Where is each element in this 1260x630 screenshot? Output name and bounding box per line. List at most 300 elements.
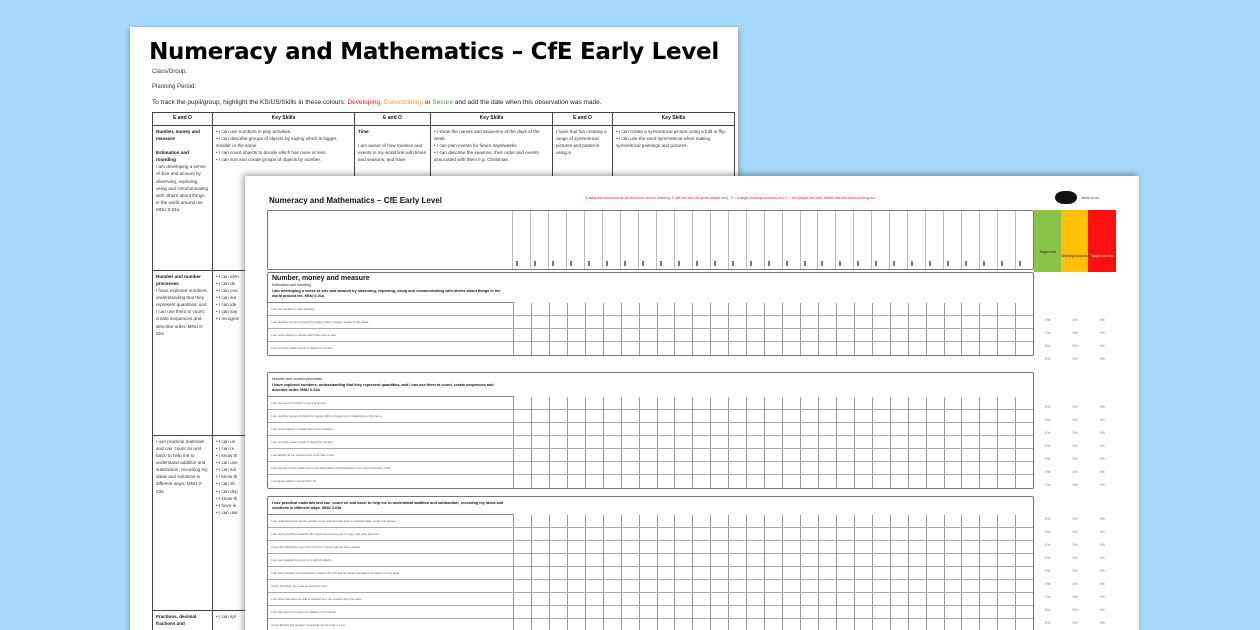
assessment-cell[interactable] <box>692 580 710 592</box>
assessment-cell[interactable] <box>728 606 746 618</box>
assessment-cell[interactable] <box>872 580 890 592</box>
assessment-cell[interactable] <box>746 515 764 527</box>
assessment-cell[interactable] <box>746 619 764 630</box>
assessment-cell[interactable] <box>854 580 872 592</box>
assessment-cell[interactable] <box>639 475 657 488</box>
assessment-cell[interactable] <box>531 528 549 540</box>
assessment-cell[interactable] <box>854 410 872 422</box>
assessment-cell[interactable] <box>818 436 836 448</box>
assessment-cell[interactable] <box>854 303 872 315</box>
assessment-cell[interactable] <box>657 541 675 553</box>
assessment-cell[interactable] <box>979 423 997 435</box>
assessment-cell[interactable] <box>728 410 746 422</box>
assessment-cell[interactable] <box>728 528 746 540</box>
assessment-cell[interactable] <box>728 554 746 566</box>
assessment-cell[interactable] <box>836 342 854 355</box>
assessment-cell[interactable] <box>513 475 531 488</box>
assessment-cell[interactable] <box>1015 606 1033 618</box>
pupil-name-cell[interactable] <box>871 211 889 269</box>
assessment-cell[interactable] <box>944 303 962 315</box>
assessment-cell[interactable] <box>674 329 692 341</box>
assessment-cell[interactable] <box>836 554 854 566</box>
assessment-cell[interactable] <box>836 515 854 527</box>
assessment-cell[interactable] <box>961 410 979 422</box>
assessment-cell[interactable] <box>997 567 1015 579</box>
assessment-cell[interactable] <box>854 397 872 409</box>
assessment-cell[interactable] <box>621 342 639 355</box>
assessment-cell[interactable] <box>908 329 926 341</box>
assessment-cell[interactable] <box>531 515 549 527</box>
assessment-cell[interactable] <box>603 541 621 553</box>
assessment-cell[interactable] <box>674 541 692 553</box>
assessment-cell[interactable] <box>800 554 818 566</box>
assessment-cell[interactable] <box>674 593 692 605</box>
assessment-cell[interactable] <box>926 593 944 605</box>
pupil-name-cell[interactable] <box>602 211 620 269</box>
assessment-cell[interactable] <box>531 475 549 488</box>
assessment-cell[interactable] <box>979 567 997 579</box>
assessment-cell[interactable] <box>603 329 621 341</box>
assessment-cell[interactable] <box>639 606 657 618</box>
assessment-cell[interactable] <box>513 462 531 474</box>
assessment-cell[interactable] <box>890 580 908 592</box>
assessment-cell[interactable] <box>961 528 979 540</box>
assessment-cell[interactable] <box>908 423 926 435</box>
assessment-cell[interactable] <box>710 342 728 355</box>
assessment-cell[interactable] <box>908 593 926 605</box>
assessment-cell[interactable] <box>692 303 710 315</box>
assessment-cell[interactable] <box>764 410 782 422</box>
pupil-name-cell[interactable] <box>674 211 692 269</box>
assessment-cell[interactable] <box>782 567 800 579</box>
assessment-cell[interactable] <box>657 593 675 605</box>
assessment-cell[interactable] <box>926 410 944 422</box>
assessment-cell[interactable] <box>782 593 800 605</box>
assessment-cell[interactable] <box>674 449 692 461</box>
assessment-cell[interactable] <box>585 580 603 592</box>
assessment-cell[interactable] <box>710 436 728 448</box>
assessment-cell[interactable] <box>746 316 764 328</box>
assessment-cell[interactable] <box>657 580 675 592</box>
assessment-cell[interactable] <box>782 449 800 461</box>
assessment-cell[interactable] <box>926 462 944 474</box>
assessment-cell[interactable] <box>944 410 962 422</box>
assessment-cell[interactable] <box>674 436 692 448</box>
assessment-cell[interactable] <box>926 436 944 448</box>
assessment-cell[interactable] <box>639 528 657 540</box>
assessment-cell[interactable] <box>854 541 872 553</box>
assessment-cell[interactable] <box>782 436 800 448</box>
assessment-cell[interactable] <box>890 303 908 315</box>
assessment-cell[interactable] <box>639 436 657 448</box>
assessment-cell[interactable] <box>800 593 818 605</box>
assessment-cell[interactable] <box>800 528 818 540</box>
pupil-name-cell[interactable] <box>961 211 979 269</box>
assessment-cell[interactable] <box>567 423 585 435</box>
assessment-cell[interactable] <box>531 342 549 355</box>
assessment-cell[interactable] <box>728 316 746 328</box>
assessment-cell[interactable] <box>800 303 818 315</box>
pupil-name-cell[interactable] <box>638 211 656 269</box>
pupil-name-cell[interactable] <box>925 211 943 269</box>
assessment-cell[interactable] <box>944 606 962 618</box>
assessment-cell[interactable] <box>944 397 962 409</box>
assessment-cell[interactable] <box>674 606 692 618</box>
assessment-cell[interactable] <box>764 436 782 448</box>
assessment-cell[interactable] <box>836 397 854 409</box>
assessment-cell[interactable] <box>603 397 621 409</box>
assessment-cell[interactable] <box>639 580 657 592</box>
assessment-cell[interactable] <box>1015 397 1033 409</box>
pupil-name-cell[interactable] <box>997 211 1015 269</box>
assessment-cell[interactable] <box>818 342 836 355</box>
assessment-cell[interactable] <box>603 528 621 540</box>
pupil-name-cell[interactable] <box>656 211 674 269</box>
assessment-cell[interactable] <box>549 606 567 618</box>
assessment-cell[interactable] <box>639 567 657 579</box>
assessment-cell[interactable] <box>854 528 872 540</box>
assessment-cell[interactable] <box>818 554 836 566</box>
assessment-cell[interactable] <box>961 515 979 527</box>
assessment-cell[interactable] <box>997 436 1015 448</box>
assessment-cell[interactable] <box>549 410 567 422</box>
assessment-cell[interactable] <box>657 462 675 474</box>
assessment-cell[interactable] <box>961 580 979 592</box>
assessment-cell[interactable] <box>692 567 710 579</box>
assessment-cell[interactable] <box>926 580 944 592</box>
assessment-cell[interactable] <box>585 410 603 422</box>
assessment-cell[interactable] <box>603 619 621 630</box>
assessment-cell[interactable] <box>746 342 764 355</box>
assessment-cell[interactable] <box>621 619 639 630</box>
assessment-cell[interactable] <box>728 475 746 488</box>
assessment-cell[interactable] <box>746 462 764 474</box>
assessment-cell[interactable] <box>692 316 710 328</box>
assessment-cell[interactable] <box>764 475 782 488</box>
assessment-cell[interactable] <box>818 449 836 461</box>
assessment-cell[interactable] <box>567 436 585 448</box>
assessment-cell[interactable] <box>944 515 962 527</box>
assessment-cell[interactable] <box>549 580 567 592</box>
assessment-cell[interactable] <box>818 316 836 328</box>
assessment-cell[interactable] <box>997 554 1015 566</box>
assessment-cell[interactable] <box>782 606 800 618</box>
assessment-cell[interactable] <box>603 436 621 448</box>
assessment-cell[interactable] <box>585 462 603 474</box>
assessment-cell[interactable] <box>567 567 585 579</box>
assessment-cell[interactable] <box>567 397 585 409</box>
assessment-cell[interactable] <box>746 475 764 488</box>
assessment-cell[interactable] <box>872 342 890 355</box>
assessment-cell[interactable] <box>908 436 926 448</box>
assessment-cell[interactable] <box>728 462 746 474</box>
assessment-cell[interactable] <box>603 410 621 422</box>
assessment-cell[interactable] <box>692 410 710 422</box>
assessment-cell[interactable] <box>585 567 603 579</box>
assessment-cell[interactable] <box>818 619 836 630</box>
assessment-cell[interactable] <box>567 619 585 630</box>
assessment-cell[interactable] <box>1015 342 1033 355</box>
assessment-cell[interactable] <box>513 303 531 315</box>
assessment-cell[interactable] <box>692 423 710 435</box>
assessment-cell[interactable] <box>657 397 675 409</box>
assessment-cell[interactable] <box>979 316 997 328</box>
assessment-cell[interactable] <box>567 303 585 315</box>
assessment-cell[interactable] <box>979 303 997 315</box>
assessment-cell[interactable] <box>961 567 979 579</box>
assessment-cell[interactable] <box>800 423 818 435</box>
assessment-cell[interactable] <box>944 316 962 328</box>
assessment-cell[interactable] <box>549 593 567 605</box>
assessment-cell[interactable] <box>997 410 1015 422</box>
assessment-cell[interactable] <box>567 580 585 592</box>
assessment-cell[interactable] <box>997 580 1015 592</box>
assessment-cell[interactable] <box>764 342 782 355</box>
assessment-cell[interactable] <box>961 303 979 315</box>
assessment-cell[interactable] <box>567 316 585 328</box>
assessment-cell[interactable] <box>728 423 746 435</box>
assessment-cell[interactable] <box>621 515 639 527</box>
pupil-name-cell[interactable] <box>746 211 764 269</box>
assessment-cell[interactable] <box>692 397 710 409</box>
pupil-name-cell[interactable] <box>692 211 710 269</box>
assessment-cell[interactable] <box>603 580 621 592</box>
assessment-cell[interactable] <box>854 462 872 474</box>
assessment-cell[interactable] <box>818 580 836 592</box>
assessment-cell[interactable] <box>890 423 908 435</box>
assessment-cell[interactable] <box>890 410 908 422</box>
assessment-cell[interactable] <box>1015 410 1033 422</box>
assessment-cell[interactable] <box>854 316 872 328</box>
assessment-cell[interactable] <box>836 619 854 630</box>
assessment-cell[interactable] <box>728 436 746 448</box>
assessment-cell[interactable] <box>513 397 531 409</box>
assessment-cell[interactable] <box>944 342 962 355</box>
assessment-cell[interactable] <box>890 475 908 488</box>
assessment-cell[interactable] <box>710 515 728 527</box>
assessment-cell[interactable] <box>531 436 549 448</box>
assessment-cell[interactable] <box>836 462 854 474</box>
assessment-cell[interactable] <box>872 303 890 315</box>
assessment-cell[interactable] <box>872 528 890 540</box>
assessment-cell[interactable] <box>639 462 657 474</box>
assessment-cell[interactable] <box>674 342 692 355</box>
assessment-cell[interactable] <box>531 410 549 422</box>
assessment-cell[interactable] <box>890 342 908 355</box>
assessment-cell[interactable] <box>710 329 728 341</box>
assessment-cell[interactable] <box>692 462 710 474</box>
assessment-cell[interactable] <box>549 397 567 409</box>
assessment-cell[interactable] <box>836 449 854 461</box>
assessment-cell[interactable] <box>979 462 997 474</box>
assessment-cell[interactable] <box>621 475 639 488</box>
assessment-cell[interactable] <box>674 528 692 540</box>
assessment-cell[interactable] <box>639 423 657 435</box>
assessment-cell[interactable] <box>513 554 531 566</box>
assessment-cell[interactable] <box>531 316 549 328</box>
assessment-cell[interactable] <box>621 449 639 461</box>
assessment-cell[interactable] <box>961 541 979 553</box>
assessment-cell[interactable] <box>603 303 621 315</box>
pupil-name-cell[interactable] <box>943 211 961 269</box>
assessment-cell[interactable] <box>979 593 997 605</box>
assessment-cell[interactable] <box>710 462 728 474</box>
assessment-cell[interactable] <box>764 329 782 341</box>
assessment-cell[interactable] <box>513 449 531 461</box>
assessment-cell[interactable] <box>531 329 549 341</box>
assessment-cell[interactable] <box>961 449 979 461</box>
assessment-cell[interactable] <box>692 541 710 553</box>
assessment-cell[interactable] <box>513 541 531 553</box>
assessment-cell[interactable] <box>890 397 908 409</box>
pupil-name-cell[interactable] <box>710 211 728 269</box>
assessment-cell[interactable] <box>657 342 675 355</box>
pupil-name-cell[interactable] <box>548 211 566 269</box>
assessment-cell[interactable] <box>567 528 585 540</box>
assessment-cell[interactable] <box>728 619 746 630</box>
assessment-cell[interactable] <box>531 449 549 461</box>
assessment-cell[interactable] <box>728 567 746 579</box>
assessment-cell[interactable] <box>728 342 746 355</box>
assessment-cell[interactable] <box>961 606 979 618</box>
assessment-cell[interactable] <box>585 329 603 341</box>
assessment-cell[interactable] <box>961 316 979 328</box>
assessment-cell[interactable] <box>621 436 639 448</box>
assessment-cell[interactable] <box>764 593 782 605</box>
assessment-cell[interactable] <box>961 619 979 630</box>
assessment-cell[interactable] <box>746 580 764 592</box>
assessment-cell[interactable] <box>567 342 585 355</box>
assessment-cell[interactable] <box>944 449 962 461</box>
assessment-cell[interactable] <box>692 515 710 527</box>
assessment-cell[interactable] <box>997 619 1015 630</box>
assessment-cell[interactable] <box>872 397 890 409</box>
assessment-cell[interactable] <box>1015 567 1033 579</box>
assessment-cell[interactable] <box>836 475 854 488</box>
assessment-cell[interactable] <box>782 329 800 341</box>
assessment-cell[interactable] <box>1015 316 1033 328</box>
assessment-cell[interactable] <box>979 606 997 618</box>
assessment-cell[interactable] <box>692 528 710 540</box>
assessment-cell[interactable] <box>549 316 567 328</box>
assessment-cell[interactable] <box>728 580 746 592</box>
assessment-cell[interactable] <box>890 528 908 540</box>
pupil-name-cell[interactable] <box>800 211 818 269</box>
pupil-name-cell[interactable] <box>817 211 835 269</box>
assessment-cell[interactable] <box>764 316 782 328</box>
assessment-cell[interactable] <box>926 541 944 553</box>
assessment-cell[interactable] <box>944 567 962 579</box>
assessment-cell[interactable] <box>908 397 926 409</box>
assessment-cell[interactable] <box>908 567 926 579</box>
assessment-cell[interactable] <box>926 449 944 461</box>
assessment-cell[interactable] <box>657 567 675 579</box>
assessment-cell[interactable] <box>639 619 657 630</box>
assessment-cell[interactable] <box>549 449 567 461</box>
assessment-cell[interactable] <box>800 475 818 488</box>
assessment-cell[interactable] <box>818 515 836 527</box>
assessment-cell[interactable] <box>585 541 603 553</box>
assessment-cell[interactable] <box>800 397 818 409</box>
assessment-cell[interactable] <box>800 567 818 579</box>
assessment-cell[interactable] <box>585 423 603 435</box>
assessment-cell[interactable] <box>836 410 854 422</box>
pupil-name-cell[interactable] <box>512 211 530 269</box>
assessment-cell[interactable] <box>549 342 567 355</box>
assessment-cell[interactable] <box>836 528 854 540</box>
assessment-cell[interactable] <box>746 541 764 553</box>
assessment-cell[interactable] <box>567 462 585 474</box>
assessment-cell[interactable] <box>782 528 800 540</box>
assessment-cell[interactable] <box>782 303 800 315</box>
assessment-cell[interactable] <box>639 515 657 527</box>
assessment-cell[interactable] <box>567 329 585 341</box>
assessment-cell[interactable] <box>818 475 836 488</box>
assessment-cell[interactable] <box>782 462 800 474</box>
assessment-cell[interactable] <box>567 606 585 618</box>
assessment-cell[interactable] <box>639 410 657 422</box>
assessment-cell[interactable] <box>513 593 531 605</box>
assessment-cell[interactable] <box>764 619 782 630</box>
assessment-cell[interactable] <box>836 567 854 579</box>
assessment-cell[interactable] <box>836 303 854 315</box>
assessment-cell[interactable] <box>926 423 944 435</box>
assessment-cell[interactable] <box>657 436 675 448</box>
assessment-cell[interactable] <box>585 397 603 409</box>
assessment-cell[interactable] <box>908 580 926 592</box>
assessment-cell[interactable] <box>639 541 657 553</box>
assessment-cell[interactable] <box>979 436 997 448</box>
assessment-cell[interactable] <box>979 580 997 592</box>
assessment-cell[interactable] <box>872 329 890 341</box>
assessment-cell[interactable] <box>782 580 800 592</box>
assessment-cell[interactable] <box>872 606 890 618</box>
assessment-cell[interactable] <box>746 554 764 566</box>
assessment-cell[interactable] <box>836 423 854 435</box>
assessment-cell[interactable] <box>997 541 1015 553</box>
assessment-cell[interactable] <box>908 515 926 527</box>
assessment-cell[interactable] <box>549 475 567 488</box>
assessment-cell[interactable] <box>567 554 585 566</box>
pupil-name-cell[interactable] <box>764 211 782 269</box>
assessment-cell[interactable] <box>585 606 603 618</box>
assessment-cell[interactable] <box>800 410 818 422</box>
assessment-cell[interactable] <box>674 303 692 315</box>
assessment-cell[interactable] <box>692 329 710 341</box>
assessment-cell[interactable] <box>603 554 621 566</box>
assessment-cell[interactable] <box>908 316 926 328</box>
assessment-cell[interactable] <box>728 449 746 461</box>
assessment-cell[interactable] <box>657 316 675 328</box>
assessment-cell[interactable] <box>567 449 585 461</box>
assessment-cell[interactable] <box>585 436 603 448</box>
assessment-cell[interactable] <box>603 462 621 474</box>
assessment-cell[interactable] <box>674 580 692 592</box>
assessment-cell[interactable] <box>836 606 854 618</box>
assessment-cell[interactable] <box>890 567 908 579</box>
assessment-cell[interactable] <box>621 567 639 579</box>
pupil-name-cell[interactable] <box>584 211 602 269</box>
assessment-cell[interactable] <box>621 606 639 618</box>
assessment-cell[interactable] <box>746 397 764 409</box>
assessment-cell[interactable] <box>782 515 800 527</box>
assessment-cell[interactable] <box>764 554 782 566</box>
assessment-cell[interactable] <box>531 423 549 435</box>
assessment-cell[interactable] <box>710 423 728 435</box>
assessment-cell[interactable] <box>1015 475 1033 488</box>
assessment-cell[interactable] <box>926 554 944 566</box>
assessment-cell[interactable] <box>961 436 979 448</box>
